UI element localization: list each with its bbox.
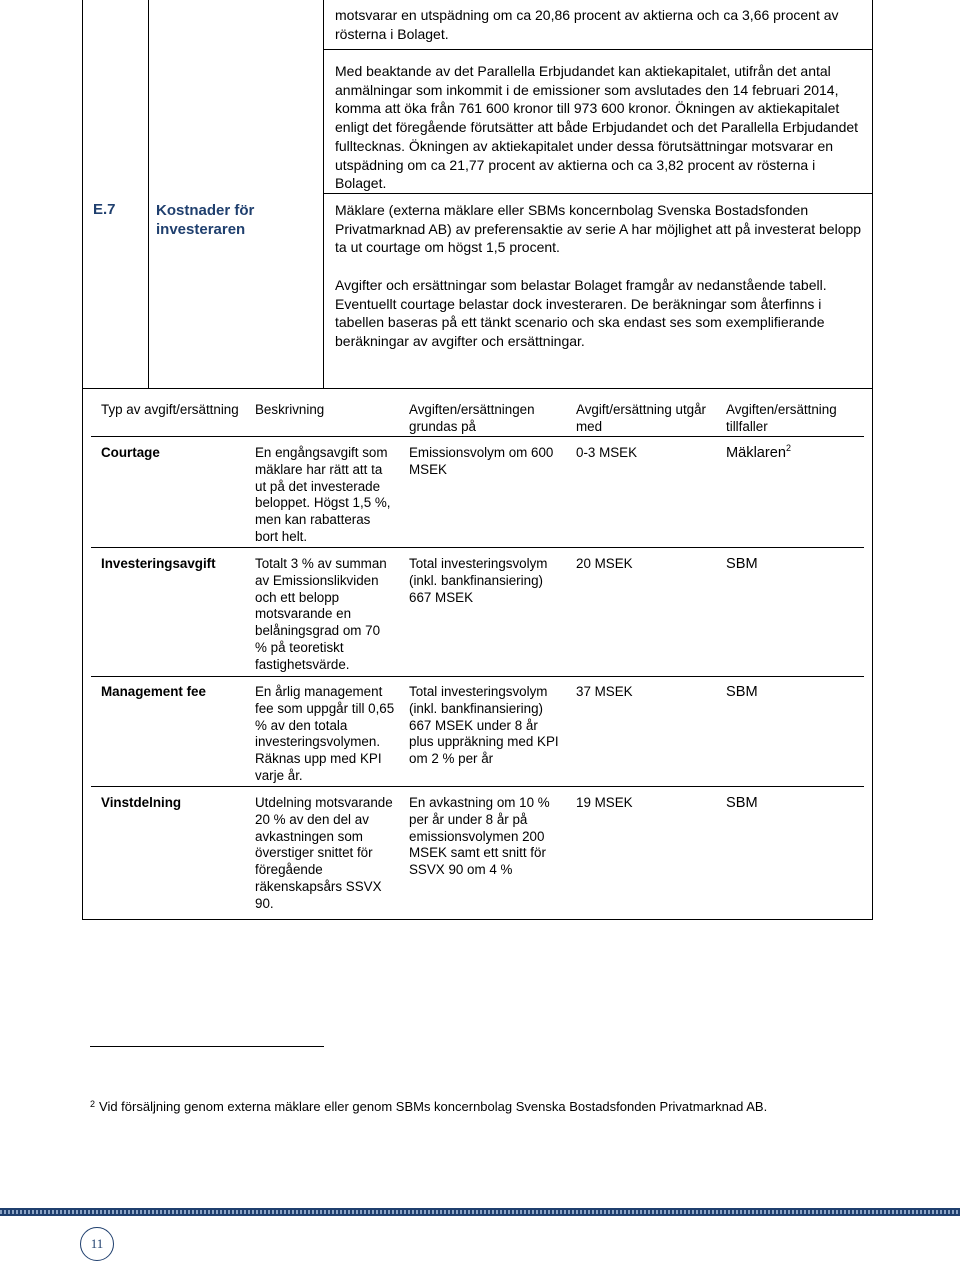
header-basis: Avgiften/ersättningen grundas på xyxy=(409,402,535,434)
column-divider xyxy=(323,0,324,388)
fee-basis: Total investeringsvolym (inkl. bankfinansiering) 667 MSEK xyxy=(409,556,548,605)
footnote-text: Vid försäljning genom externa mäklare eller genom SBMs koncernbolag Svenska Bostadsfonden Privatmarknad AB. xyxy=(99,1099,768,1114)
fee-basis: En avkastning om 10 % per år under 8 år på emissionsvolymen 200 MSEK samt ett snitt för SSVX 90 om 4 % xyxy=(409,795,550,878)
header-recipient: Avgiften/ersättning tillfaller xyxy=(726,402,837,434)
fee-description: En årlig management fee som uppgår till 0,65 % av den totala investeringsvolymen. Räknas upp med KPI varje år. xyxy=(255,684,395,783)
fee-type: Vinstdelning xyxy=(101,795,182,810)
section-table xyxy=(82,0,873,389)
fee-amount: 19 MSEK xyxy=(576,795,633,810)
header-type: Typ av avgift/ersättning xyxy=(101,402,239,417)
row-divider xyxy=(91,436,864,437)
row-divider xyxy=(323,193,872,194)
row-divider xyxy=(323,49,872,50)
footer-area xyxy=(0,1216,960,1268)
section-paragraph: motsvarar en utspädning om ca 20,86 procent av aktierna och ca 3,66 procent av rösterna i Bolaget. xyxy=(335,7,839,42)
fee-recipient: SBM xyxy=(726,556,758,572)
fee-amount: 20 MSEK xyxy=(576,556,633,571)
fee-description: En engångsavgift som mäklare har rätt att ta ut på det investerade beloppet. Högst 1,5 %, men kan rabatteras bort helt. xyxy=(255,445,391,544)
row-divider xyxy=(91,676,864,677)
footnote xyxy=(90,1099,767,1114)
footnote-reference: 2 xyxy=(786,443,792,453)
section-paragraph: Med beaktande av det Parallella Erbjudandet kan aktiekapitalet, utifrån det antal anmälningar som inkommit i de emissioner som avslutades den 14 februari 2014, komma att öka från 761 600 kronor till 973 600 kronor. Ökningen av aktiekapitalet enligt det föregående förutsätter att både Erbjudandet och det Parallella Erbjudandet fulltecknas. Ökningen av aktiekapitalet under dessa förutsättningar motsvarar en utspädning om ca 21,77 procent av aktierna och ca 3,82 procent av rösterna i Bolaget. xyxy=(335,63,859,192)
fee-description: Totalt 3 % av summan av Emissionslikviden och ett belopp motsvarande en belåningsgrad om 70 % på teoretiskt fastighetsvärde. xyxy=(255,556,387,672)
section-title: Kostnader för investeraren xyxy=(156,202,255,238)
footer-stripe xyxy=(0,1210,960,1214)
fee-recipient xyxy=(726,445,866,462)
fee-description: Utdelning motsvarande 20 % av den del av avkastningen som överstiger snittet för föregående räkenskapsårs SSVX 90. xyxy=(255,795,393,911)
footnote-mark: 2 xyxy=(90,1099,96,1109)
fee-recipient: SBM xyxy=(726,684,758,700)
footnote-separator xyxy=(90,1046,324,1047)
section-paragraph: Mäklare (externa mäklare eller SBMs koncernbolag Svenska Bostadsfonden Privatmarknad AB) av preferensaktie av serie A har möjlighet att på investerat belopp ta ut courtage om högst 1,5 procent. xyxy=(335,202,862,256)
row-divider xyxy=(91,547,864,548)
header-amount: Avgift/ersättning utgår med xyxy=(576,402,707,434)
page-number: 11 xyxy=(80,1227,114,1261)
fee-recipient-label: Mäklaren xyxy=(726,445,787,461)
row-divider xyxy=(91,786,864,787)
fee-amount: 0-3 MSEK xyxy=(576,445,638,460)
column-divider xyxy=(148,0,149,388)
fee-type: Investeringsavgift xyxy=(101,556,216,571)
fee-basis: Total investeringsvolym (inkl. bankfinansiering) 667 MSEK under 8 år plus uppräkning med KPI om 2 % per år xyxy=(409,684,559,767)
fee-type: Management fee xyxy=(101,684,206,699)
fee-type: Courtage xyxy=(101,445,160,460)
header-description: Beskrivning xyxy=(255,402,325,417)
section-paragraph: Avgifter och ersättningar som belastar Bolaget framgår av nedanstående tabell. Eventuellt courtage belastar dock investeraren. De beräkningar som återfinns i tabellen baseras på ett tänkt scenario och ska endast ses som exemplifierande beräkningar av avgifter och ersättningar. xyxy=(335,277,827,350)
fee-recipient: SBM xyxy=(726,795,758,811)
section-code: E.7 xyxy=(93,201,116,218)
fee-basis: Emissionsvolym om 600 MSEK xyxy=(409,445,554,477)
fee-table xyxy=(82,389,873,920)
fee-amount: 37 MSEK xyxy=(576,684,633,699)
